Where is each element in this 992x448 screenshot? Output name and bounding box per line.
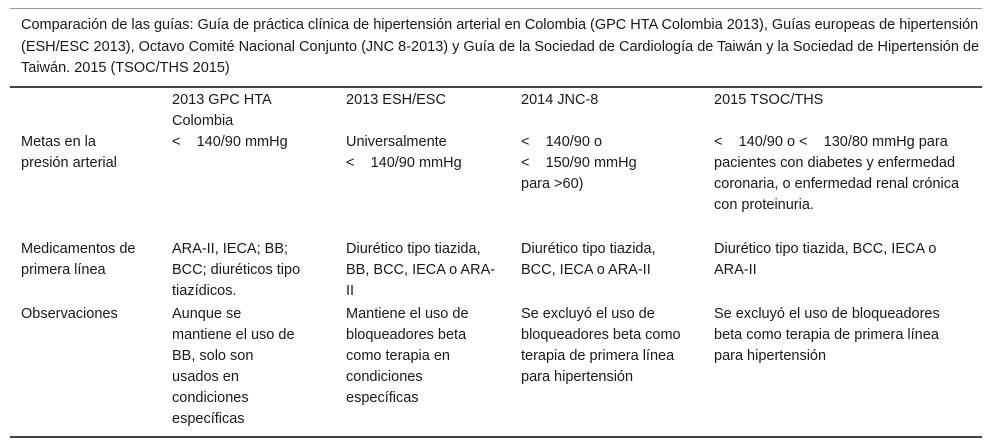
table-cell: Se excluyó el uso de bloqueadores beta como terapia de primera línea para hipertensión bbox=[521, 306, 681, 385]
table-cell: Mantiene el uso de bloqueadores beta como terapia en condiciones específicas bbox=[346, 306, 469, 406]
table-header-rule bbox=[10, 86, 982, 88]
row-label-medicamentos: Medicamentos de primera línea bbox=[21, 241, 136, 278]
header-cell-jnc-8: 2014 JNC-8 bbox=[521, 92, 599, 108]
table-cell: < 140/90 o < 130/80 mmHg para pacientes con diabetes y enfermedad coronaria, o enfermedad renal crónica con proteinuria. bbox=[714, 134, 960, 213]
table-cell: Diurético tipo tiazida, BCC, IECA o ARA-II bbox=[521, 241, 656, 278]
table-caption: Comparación de las guías: Guía de práctica clínica de hipertensión arterial en Colombia (GPC HTA Colombia 2013), Guías europeas de hipertensión (ESH/ESC 2013), Octavo Comité Nacional Conjunto (JNC 8-2013) y Guía de la Sociedad de Cardiología de Taiwán y la Sociedad de Hipertensión de Taiwán. 2015 (TSOC/THS 2015) bbox=[21, 17, 980, 76]
table-bottom-rule bbox=[10, 436, 982, 438]
row-label-metas: Metas en la presión arterial bbox=[21, 134, 117, 171]
header-cell-gpc-hta-colombia: 2013 GPC HTA Colombia bbox=[172, 92, 271, 129]
table-cell: ARA-II, IECA; BB; BCC; diuréticos tipo tiazídicos. bbox=[172, 241, 301, 299]
table-cell: Diurético tipo tiazida, BCC, IECA o ARA-II bbox=[714, 241, 937, 278]
header-cell-tsoc-ths: 2015 TSOC/THS bbox=[714, 92, 824, 108]
table-cell: Diurético tipo tiazida, BB, BCC, IECA o ARA-II bbox=[346, 241, 496, 299]
row-label-observaciones: Observaciones bbox=[21, 306, 118, 322]
table-cell: < 140/90 mmHg bbox=[172, 134, 288, 150]
table-cell: Universalmente < 140/90 mmHg bbox=[346, 134, 462, 171]
table-cell: < 140/90 o < 150/90 mmHg para >60) bbox=[521, 134, 637, 192]
table-cell: Se excluyó el uso de bloqueadores beta como terapia de primera línea para hipertensión bbox=[714, 306, 940, 364]
table-top-rule bbox=[10, 8, 982, 9]
table-cell: Aunque se mantiene el uso de BB, solo son usados en condiciones específicas bbox=[172, 306, 295, 427]
header-cell-esh-esc: 2013 ESH/ESC bbox=[346, 92, 446, 108]
